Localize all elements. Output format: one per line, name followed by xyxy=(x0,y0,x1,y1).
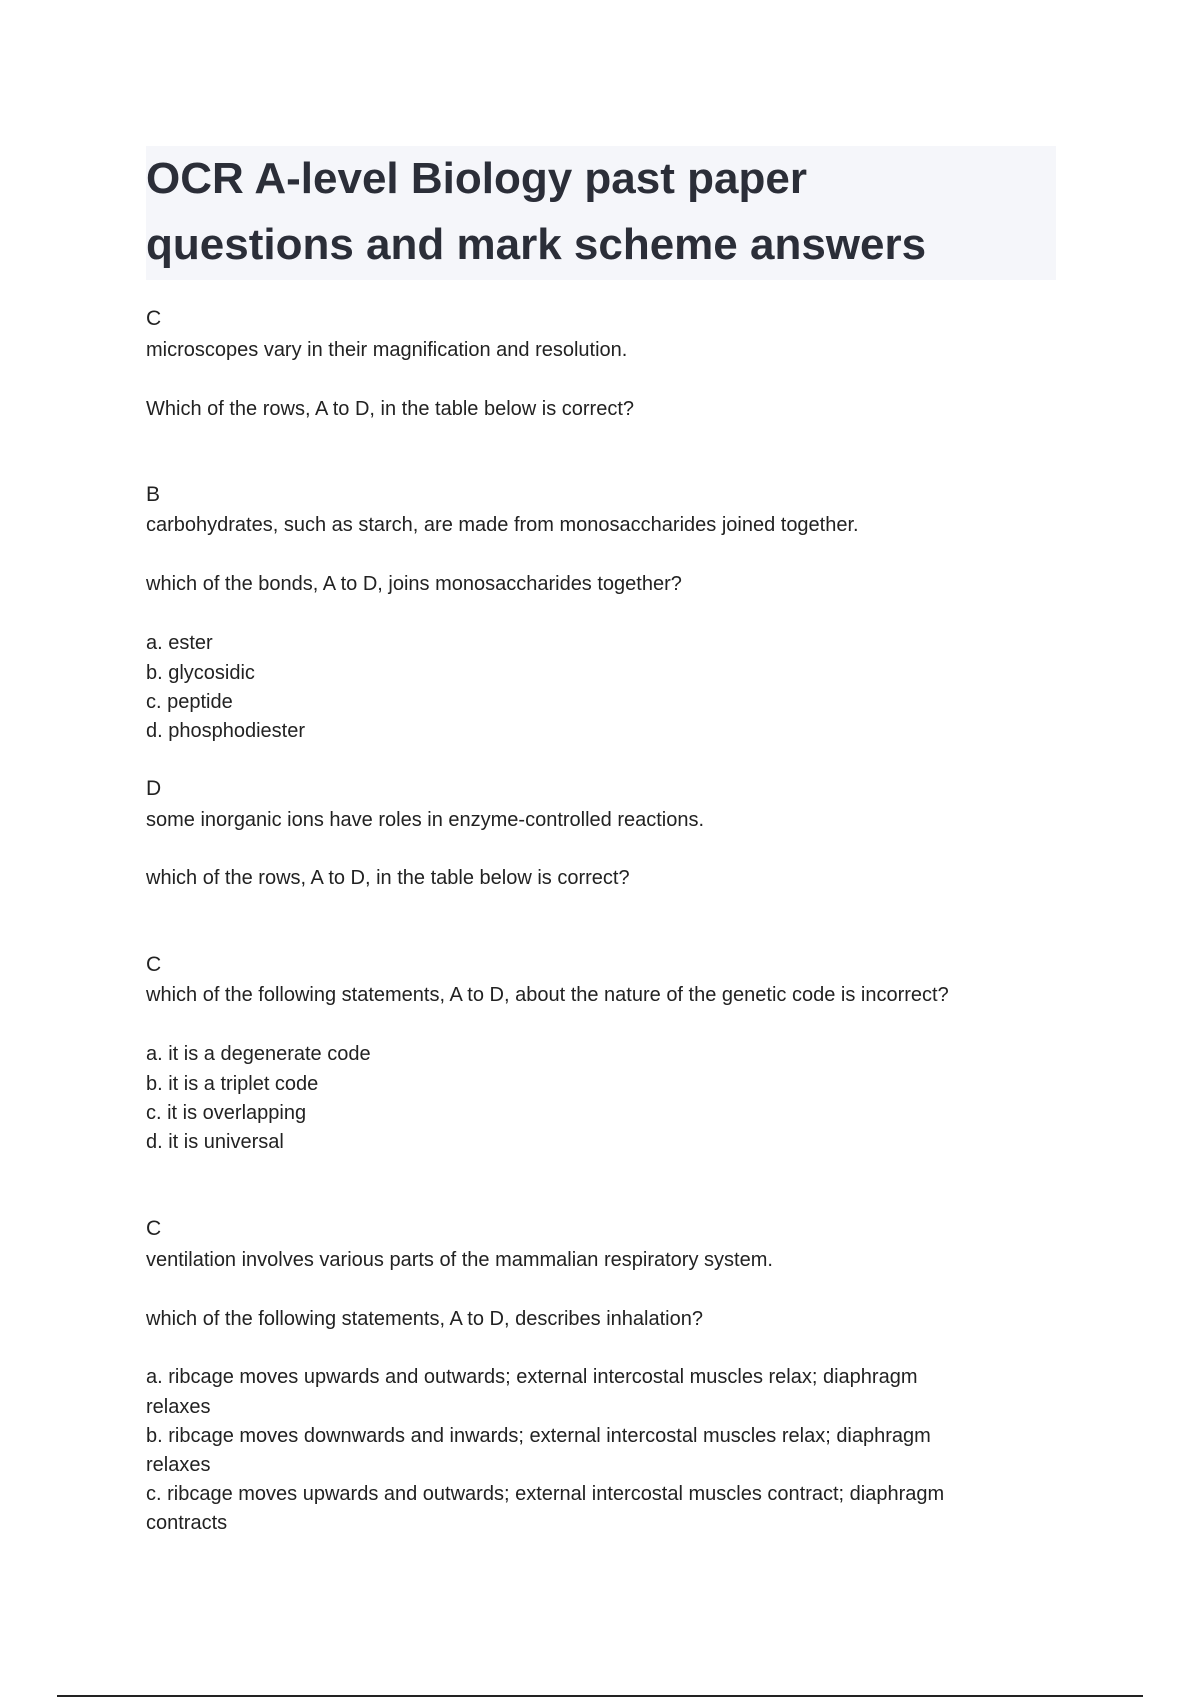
question-2-stem: carbohydrates, such as starch, are made from monosaccharides joined together. xyxy=(146,514,859,536)
question-3-prompt: which of the rows, A to D, in the table below is correct? xyxy=(146,867,630,889)
question-4-option-a: a. it is a degenerate code xyxy=(146,1043,371,1065)
question-1-answer: C xyxy=(146,307,162,330)
question-2-answer: B xyxy=(146,483,161,506)
question-3-stem: some inorganic ions have roles in enzyme-controlled reactions. xyxy=(146,809,705,831)
title-line-1: OCR A-level Biology past paper xyxy=(146,154,807,203)
question-5-option-c: c. ribcage moves upwards and outwards; external intercostal muscles contract; diaphragm xyxy=(146,1483,945,1505)
question-2-option-a: a. ester xyxy=(146,632,213,654)
question-5-stem: ventilation involves various parts of the mammalian respiratory system. xyxy=(146,1249,773,1271)
question-2-option-b: b. glycosidic xyxy=(146,662,255,684)
question-5-option-c-cont: contracts xyxy=(146,1512,228,1534)
question-5-option-b: b. ribcage moves downwards and inwards; external intercostal muscles relax; diaphragm xyxy=(146,1425,931,1447)
question-5-answer: C xyxy=(146,1217,162,1240)
question-4-option-b: b. it is a triplet code xyxy=(146,1073,319,1095)
question-4-answer: C xyxy=(146,953,162,976)
title-line-2: questions and mark scheme answers xyxy=(146,220,927,269)
question-5-prompt: which of the following statements, A to D, describes inhalation? xyxy=(146,1308,703,1330)
question-1-prompt: Which of the rows, A to D, in the table below is correct? xyxy=(146,398,635,420)
question-5-option-b-cont: relaxes xyxy=(146,1454,211,1476)
question-4-option-c: c. it is overlapping xyxy=(146,1102,307,1124)
question-2-option-c: c. peptide xyxy=(146,691,233,713)
question-5-option-a-cont: relaxes xyxy=(146,1396,211,1418)
title-block xyxy=(146,146,1056,280)
question-4-stem: which of the following statements, A to D, about the nature of the genetic code is incorrect? xyxy=(146,984,949,1006)
question-4-option-d: d. it is universal xyxy=(146,1131,284,1153)
question-2-prompt: which of the bonds, A to D, joins monosaccharides together? xyxy=(146,573,682,595)
question-5-option-a: a. ribcage moves upwards and outwards; external intercostal muscles relax; diaphragm xyxy=(146,1366,918,1388)
document-title xyxy=(146,146,1056,278)
page-bottom-rule xyxy=(57,1695,1143,1697)
question-2-option-d: d. phosphodiester xyxy=(146,720,306,742)
question-1-stem: microscopes vary in their magnification and resolution. xyxy=(146,339,628,361)
question-3-answer: D xyxy=(146,777,162,800)
